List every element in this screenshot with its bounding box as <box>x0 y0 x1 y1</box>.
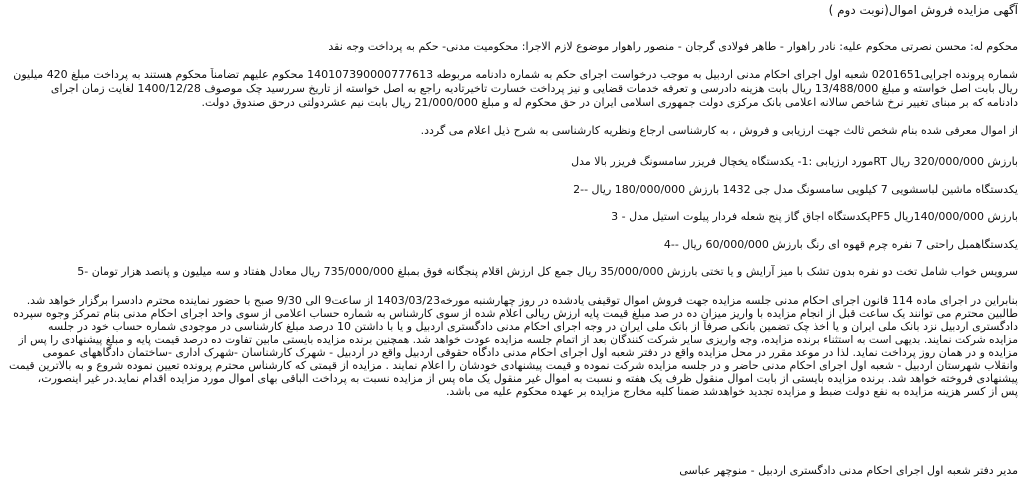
auction-line: مزایده و در همان روز پرداخت نماید. لذا در موعد مقرر در محل مزایده واقع در دفتر شعبه اول اجرای احکام مدنی دادگاه حقوقی اردبیل واقع در اردبیل - شهرک کارشناسان -شهرک اداری -ساختمان دادگاههای عمومی <box>42 346 1018 359</box>
auction-line: طالبین محترم می توانند یک ساعت قبل از انجام مزایده با واریز میزان ده در صد مبلغ قیمت پایه ارزش ریالی اعلام شده از سوی کارشناس به شماره حساب اعلامی از سوی واحد اجرای احکام مدنی بنام تمرکز وجوه سپرده <box>13 307 1018 320</box>
appraisal-item: سرویس خواب شامل تخت دو نفره بدون تشک با میز آرایش و یا تختی بارزش 35/000/000 ریال جمع کل ارزش اقلام پنجگانه فوق بمبلغ 735/000/000 ریال معادل هفتاد و سه میلیون و پانصد هزار تومان -5 <box>77 265 1018 278</box>
auction-line: پس از کسر هزینه مزایده به نفع دولت ضبط و مزایده تجدید خواهدشد ضمنا کلیه مخارج مزایده بر عهده محکوم علیه می باشد. <box>445 385 1018 398</box>
intro-line: دادنامه که بر مبنای تغییر نرخ شاخص سالانه اعلامی بانک مرکزی دولت جمهوری اسلامی ایران در حق محکوم له و مبلغ 21/000/000 ریال بابت نیم عشردولتی درحق صندوق دولت. <box>201 96 1018 109</box>
parties-line: محکوم له: محسن نصرتی محکوم علیه: نادر راهوار - طاهر فولادی گرجان - منصور راهوار موضوع لازم الاجرا: محکومیت مدنی- حکم به پرداخت وجه نقد <box>328 40 1018 53</box>
auction-line: مزایده شرکت نمایند. بدیهی است به استثناء برنده مزایده، وجه واریزی سایر شرکت کنندگان بعد از اتمام جلسه مزایده عودت خواهد شد. همچنین برنده مزایده بایستی مابین تفاوت ده درصد قیمت پایه و مبلغ پیشنهادی را پس از <box>18 333 1018 346</box>
auction-line: پیشنهادی فروخته خواهد شد. برنده مزایده بایستی از بابت اموال منقول ظرف یک هفته و نسبت به اموال غیر منقول یک ماه پس از مزایده نسبت به پرداخت الباقی بهای اموال مورد مزایده اقدام نماید.در غیر اینصورت، <box>37 372 1018 385</box>
auction-line: دادگستری اردبیل نزد بانک ملی ایران و یا اخذ چک تضمین بانکی صرفاً از بانک ملی ایران در وجه اجرای احکام مدنی دادگستری اردبیل و یا با داشتن 10 درصد مبلغ کارشناسی در موجودی شماره حساب خود در جلسه <box>48 320 1018 333</box>
appraisal-item: بارزش 320/000/000 ریال RTمورد ارزیابی :1- یکدستگاه یخچال فریزر سامسونگ فریزر بالا مدل <box>571 155 1018 168</box>
auction-line: بنابراین در اجرای ماده 114 قانون اجرای احکام مدنی جلسه مزایده جهت فروش اموال توقیفی یادشده در روز چهارشنبه مورخه1403/03/23 از ساعت9 الی 9/30 صبح با حضور نماینده محترم دادسرا برگزار خواهد شد. <box>26 294 1018 307</box>
appraisal-item: یکدستگاه ماشین لباسشویی 7 کیلویی سامسونگ مدل جی 1432 بارزش 180/000/000 ریال --2 <box>573 183 1018 196</box>
appraisal-intro: از اموال معرفی شده بنام شخص ثالث جهت ارزیابی و فروش ، به کارشناسی ارجاع ونظریه کارشناسی به شرح ذیل اعلام می گردد. <box>420 124 1018 137</box>
notice-title: آگهی مزایده فروش اموال(نوبت دوم ) <box>828 3 1018 17</box>
signature: مدیر دفتر شعبه اول اجرای احکام مدنی دادگستری اردبیل - منوچهر عباسی <box>679 464 1018 477</box>
appraisal-item: یکدستگاهمبل راحتی 7 نفره چرم قهوه ای رنگ بارزش 60/000/000 ریال --4 <box>663 238 1018 251</box>
appraisal-item: بارزش 140/000/000ریال PF5یکدستگاه اجاق گاز پنج شعله فردار پیلوت استیل مدل - 3 <box>611 210 1018 223</box>
intro-line: شماره پرونده اجرایی0201651 شعبه اول اجرای احکام مدنی اردبیل به موجب درخواست اجرای حکم به شماره دادنامه مربوطه 140107390000777613 محکوم علیهم تضامناً محکوم هستند به پرداخت مبلغ 420 میلیون <box>13 68 1018 81</box>
intro-line: ریال بابت اصل خواسته و مبلغ 13/488/000 ریال بابت هزینه دادرسی و تعرفه خدمات قضایی و نیز پرداخت خسارت تاخیرتادیه راجع به اصل خواسته از تاریخ سررسید چک موصوف 1400/12/28 لغایت زمان اجرای <box>50 82 1018 95</box>
auction-line: وانقلاب شهرستان اردبیل - شعبه اول اجرای احکام مدنی حاضر و در جلسه مزایده شرکت نموده و قیمت پیشنهادی خودشان را اعلام نمایند . مزایده از قیمتی که کارشناس محترم پرونده تعیین نموده شروع و به بالاترین قیمت <box>8 359 1018 372</box>
